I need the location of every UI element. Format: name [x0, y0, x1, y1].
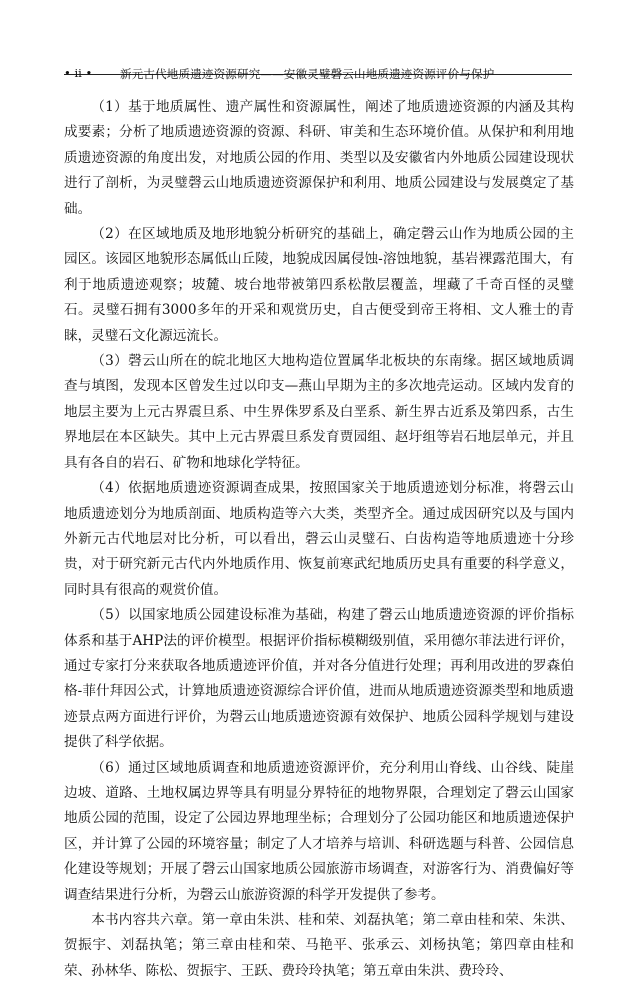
- running-header: [64, 50, 572, 81]
- paragraph-2: （2）在区域地质及地形地貌分析研究的基础上，确定磬云山作为地质公园的主园区。该园区地貌形态属低山丘陵，地貌成因属侵蚀-溶蚀地貌，基岩裸露范围大，有利于地质遗迹观察；坡麓、坡台地带被第四系松散层覆盖，埋藏了千奇百怪的灵璧石。灵璧石拥有3000多年的开采和观赏历史，自古便受到帝王将相、文人雅士的青睐，灵璧石文化源远流长。: [64, 226, 574, 344]
- paragraph-4: （4）依据地质遗迹资源调查成果，按照国家关于地质遗迹划分标准，将磬云山地质遗迹划分为地质剖面、地质构造等六大类，类型齐全。通过成因研究以及与国内外新元古代地层对比分析，可以看出，磬云山灵璧石、白齿构造等地质遗迹十分珍贵，对于研究新元古代内外地质作用、恢复前寒武纪地质历史具有重要的科学意义，同时具有很高的观赏价值。: [64, 480, 574, 598]
- paragraph-5: （5）以国家地质公园建设标准为基础，构建了磬云山地质遗迹资源的评价指标体系和基于AHP法的评价模型。根据评价指标模糊级别值，采用德尔菲法进行评价，通过专家打分来获取各地质遗迹评价值，并对各分值进行处理；再利用改进的罗森伯格-菲什拜因公式，计算地质遗迹资源综合评价值，进而从地质遗迹资源类型和地质遗迹景点两方面进行评价，为磬云山地质遗迹资源有效保护、地质公园科学规划与建设提供了科学依据。: [64, 607, 574, 751]
- paragraph-6: （6）通过区域地质调查和地质遗迹资源评价，充分利用山脊线、山谷线、陡崖边坡、道路、土地权属边界等具有明显分界特征的地物界限，合理划定了磬云山国家地质公园的范围，设定了公园边界地理坐标；合理划分了公园功能区和地质遗迹保护区，并计算了公园的环境容量；制定了人才培养与培训、科研选题与科普、公园信息化建设等规划；开展了磬云山国家地质公园旅游市场调查，对游客行为、消费偏好等调查结果进行分析，为磬云山旅游资源的科学开发提供了参考。: [64, 759, 574, 903]
- paragraph-7: 本书内容共六章。第一章由朱洪、桂和荣、刘磊执笔；第二章由桂和荣、朱洪、贺振宇、刘磊执笔；第三章由桂和荣、马艳平、张承云、刘杨执笔；第四章由桂和荣、孙林华、陈松、贺振宇、王跃、费玲玲执笔；第五章由朱洪、费玲玲、: [64, 912, 574, 979]
- page-number: • ii •: [64, 66, 93, 80]
- running-title: 新元古代地质遗迹资源研究——安徽灵璧磬云山地质遗迹资源评价与保护: [120, 67, 495, 81]
- body-text: [64, 95, 574, 984]
- paragraph-3: （3）磬云山所在的皖北地区大地构造位置属华北板块的东南缘。据区域地质调查与填图，发现本区曾发生过以印支—燕山早期为主的多次地壳运动。区域内发育的地层主要为上元古界震旦系、中生界侏罗系及白垩系、新生界古近系及第四系，古生界地层在本区缺失。其中上元古界震旦系发育贾园组、赵圩组等岩石地层单元，并且具有各自的岩石、矿物和地球化学特征。: [64, 353, 574, 471]
- paragraph-1: （1）基于地质属性、遗产属性和资源属性，阐述了地质遗迹资源的内涵及其构成要素；分析了地质遗迹资源的资源、科研、审美和生态环境价值。从保护和利用地质遗迹资源的角度出发，对地质公园的作用、类型以及安徽省内外地质公园建设现状进行了剖析，为灵璧磬云山地质遗迹资源保护和利用、地质公园建设与发展奠定了基础。: [64, 99, 574, 217]
